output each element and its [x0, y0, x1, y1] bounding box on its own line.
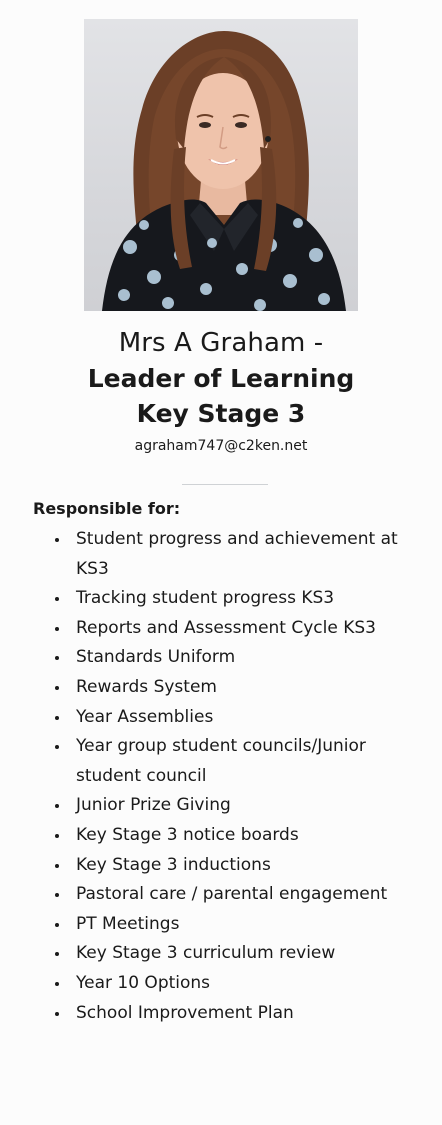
- list-item: [0, 673, 442, 703]
- list-item-text: Year group student councils/Junior student council: [76, 736, 366, 786]
- list-item-text: Tracking student progress KS3: [76, 588, 335, 609]
- list-item-text: Student progress and achievement at KS3: [76, 529, 398, 579]
- list-item-text: Year 10 Options: [76, 972, 211, 993]
- list-item: [0, 880, 442, 910]
- responsibilities-list: [0, 525, 442, 1028]
- bullet-icon: [55, 952, 59, 956]
- bullet-icon: [55, 686, 59, 690]
- list-item: [0, 584, 442, 614]
- bullet-icon: [55, 627, 59, 631]
- list-item-text: Rewards System: [76, 676, 217, 697]
- list-item: [0, 969, 442, 999]
- list-item: [0, 999, 442, 1029]
- list-item: [0, 939, 442, 969]
- staff-name: Mrs A Graham -: [118, 328, 324, 358]
- list-item-text: Year Assemblies: [76, 706, 214, 727]
- profile-photo: [84, 19, 358, 311]
- staff-role-stage: Key Stage 3: [136, 399, 306, 428]
- bullet-icon: [55, 656, 59, 660]
- staff-email: agraham747@c2ken.net: [134, 438, 308, 454]
- list-item-text: PT Meetings: [76, 913, 180, 934]
- bullet-icon: [55, 982, 59, 986]
- list-item: [0, 791, 442, 821]
- bullet-icon: [55, 1012, 59, 1016]
- staff-role-title: Leader of Learning: [87, 364, 355, 393]
- list-item: [0, 821, 442, 851]
- bullet-icon: [55, 923, 59, 927]
- responsibilities-heading: Responsible for:: [33, 499, 181, 518]
- list-item: [0, 525, 442, 584]
- bullet-icon: [55, 538, 59, 542]
- list-item: [0, 851, 442, 881]
- list-item-text: Pastoral care / parental engagement: [76, 884, 388, 905]
- list-item-text: Key Stage 3 curriculum review: [76, 943, 336, 964]
- list-item: [0, 732, 442, 791]
- list-item-text: Standards Uniform: [76, 647, 236, 668]
- list-item-text: Key Stage 3 notice boards: [76, 824, 299, 845]
- bullet-icon: [55, 716, 59, 720]
- section-divider: [182, 484, 268, 485]
- list-item-text: Key Stage 3 inductions: [76, 854, 271, 875]
- bullet-icon: [55, 834, 59, 838]
- list-item: [0, 703, 442, 733]
- list-item: [0, 643, 442, 673]
- list-item-text: Junior Prize Giving: [76, 795, 231, 816]
- bullet-icon: [55, 864, 59, 868]
- bullet-icon: [55, 804, 59, 808]
- list-item-text: School Improvement Plan: [76, 1002, 294, 1023]
- list-item-text: Reports and Assessment Cycle KS3: [76, 617, 376, 638]
- list-item: [0, 614, 442, 644]
- bullet-icon: [55, 893, 59, 897]
- bullet-icon: [55, 597, 59, 601]
- bullet-icon: [55, 745, 59, 749]
- list-item: [0, 910, 442, 940]
